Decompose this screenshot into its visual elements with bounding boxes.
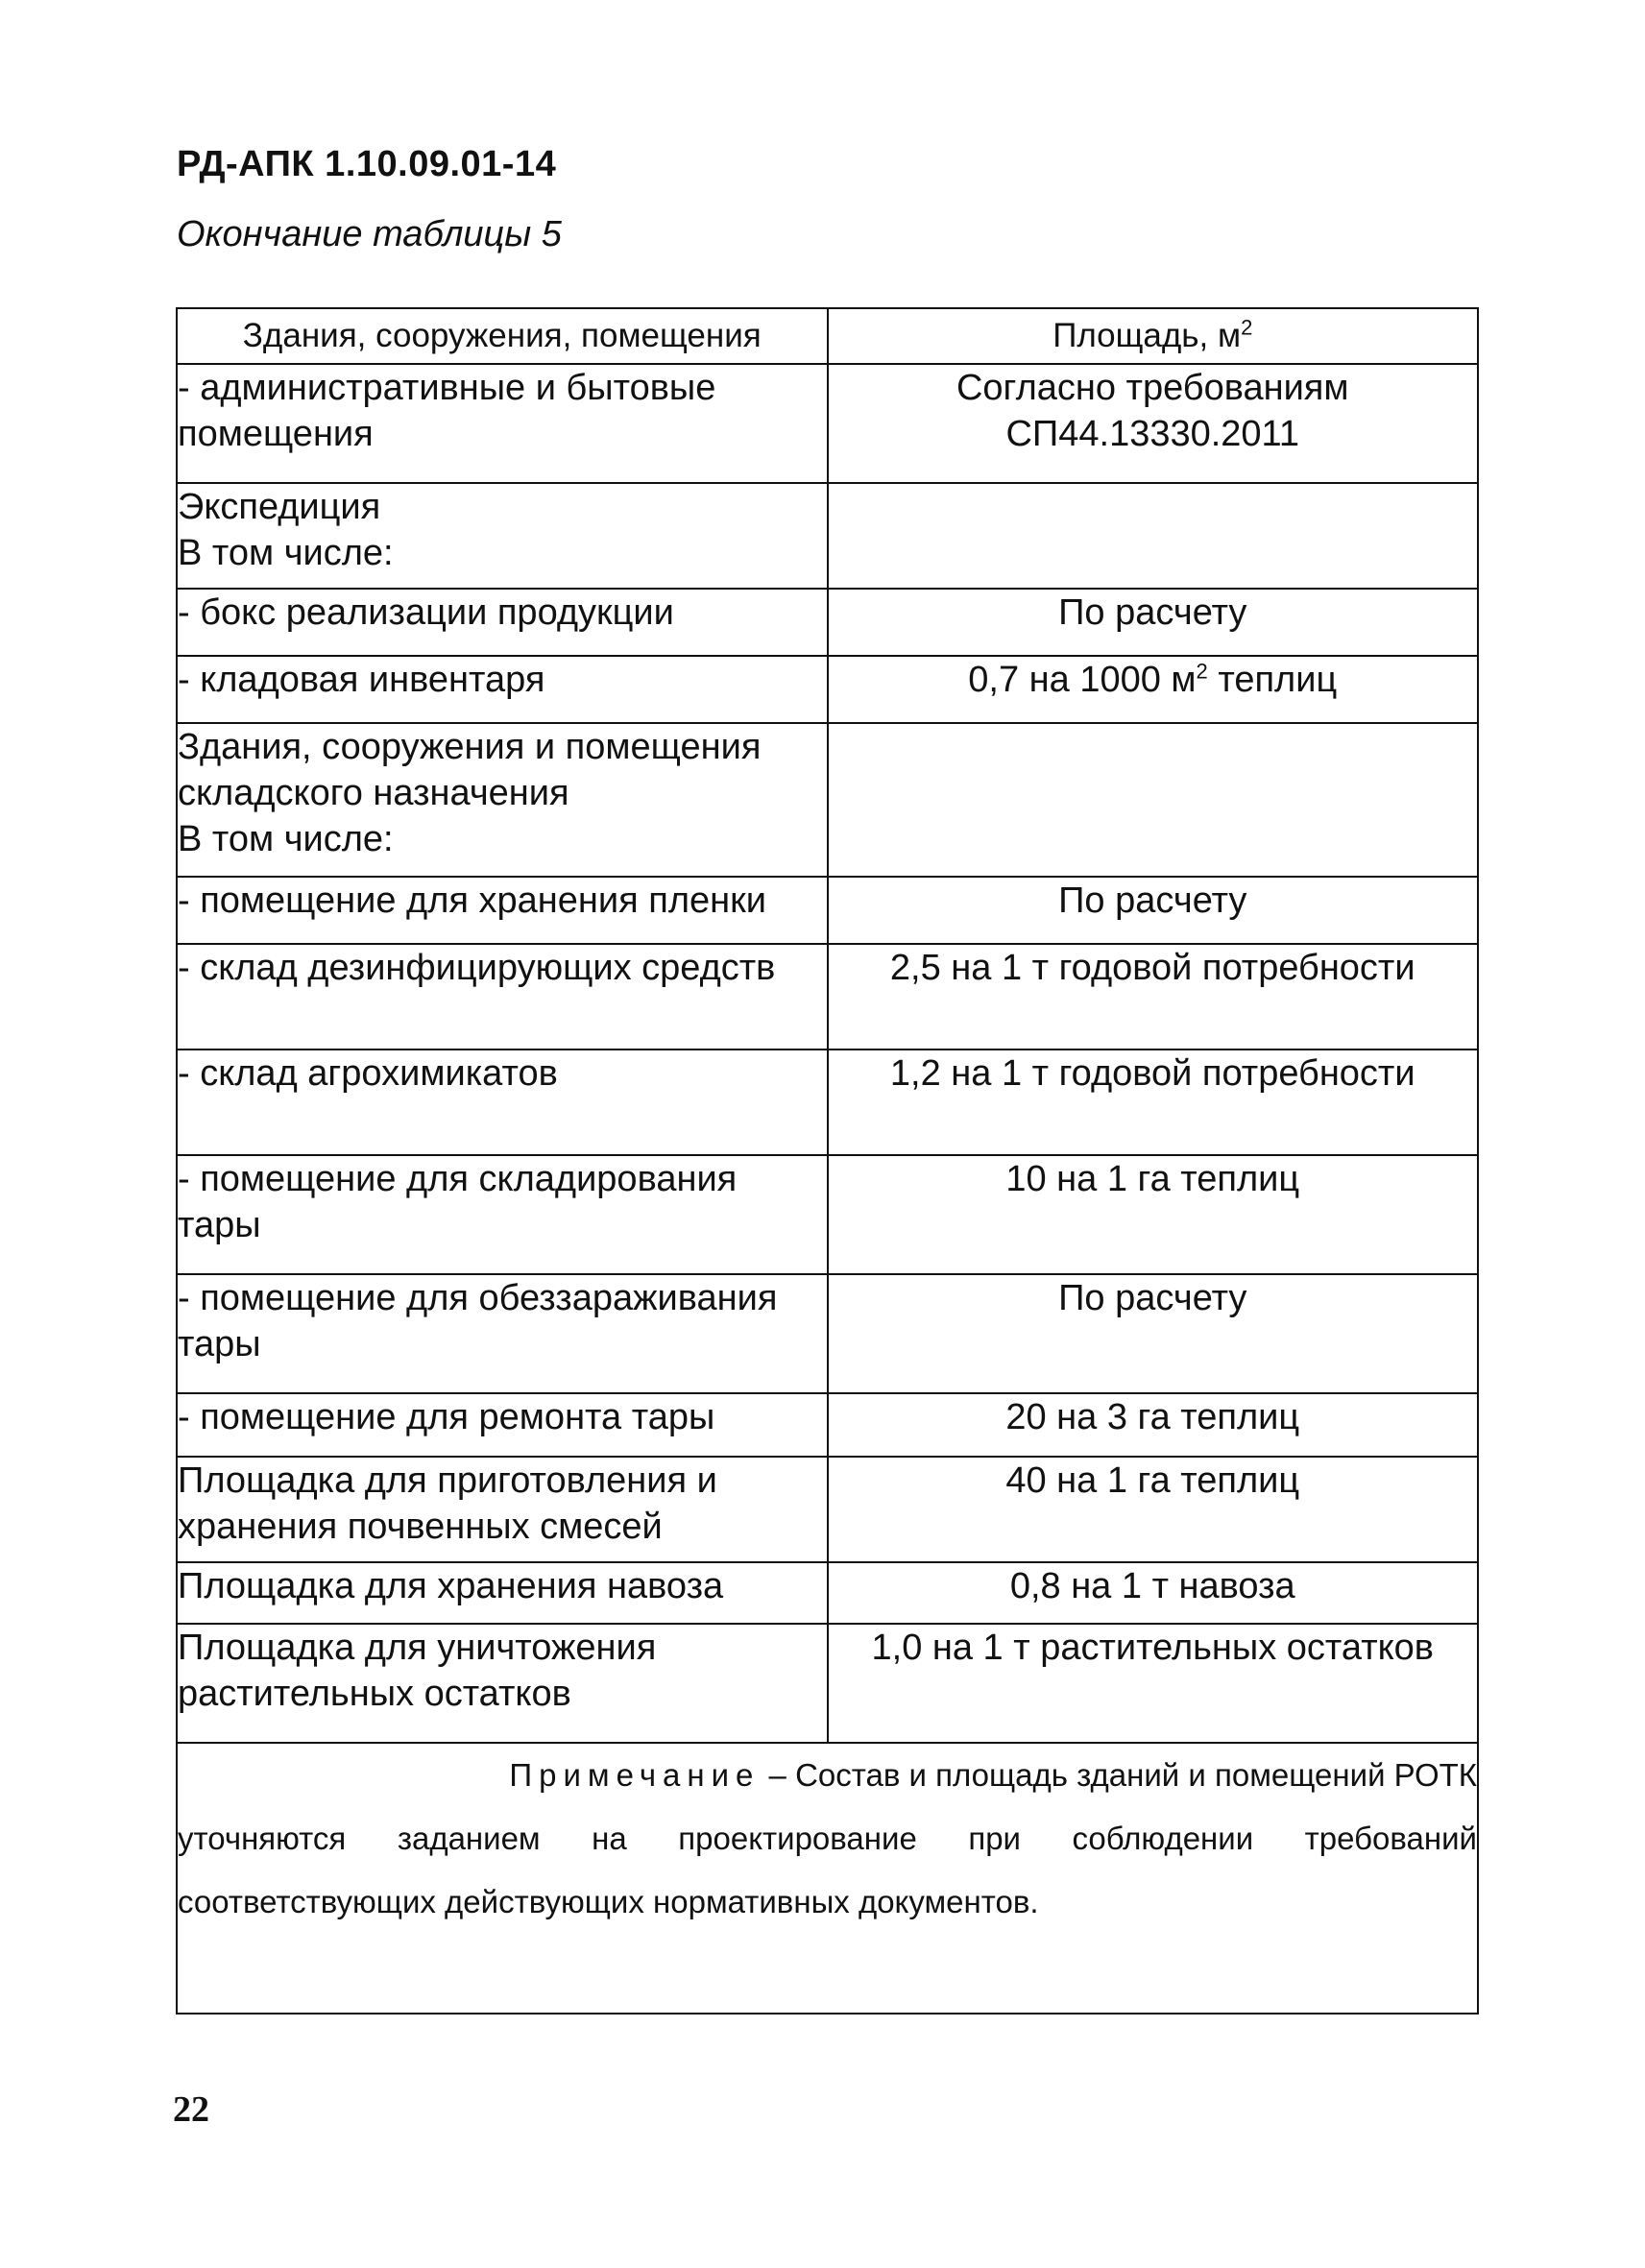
row-name: - помещение для ремонта тары bbox=[177, 1393, 828, 1457]
row-value: 40 на 1 га теплиц bbox=[828, 1457, 1479, 1562]
table-row bbox=[177, 1155, 1478, 1274]
note-line-3: соответствующих действующих нормативных документов. bbox=[178, 1884, 1039, 1919]
row-value-empty bbox=[828, 483, 1479, 589]
table-row bbox=[177, 656, 1478, 723]
note-label: Примечание bbox=[509, 1757, 761, 1793]
table-row bbox=[177, 1624, 1478, 1743]
row-name: - бокс реализации продукции bbox=[177, 589, 828, 656]
header-area bbox=[828, 308, 1479, 364]
row-name: - административные и бытовые помещения bbox=[177, 364, 828, 483]
note-line-2: уточняются заданием на проектирование при соблюдении требований bbox=[178, 1821, 1477, 1856]
row-name: - склад агрохимикатов bbox=[177, 1050, 828, 1155]
row-value: По расчету bbox=[828, 877, 1479, 944]
row-name: Площадка для уничтожения растительных остатков bbox=[177, 1624, 828, 1743]
header-buildings: Здания, сооружения, помещения bbox=[177, 308, 828, 364]
note-row bbox=[177, 1743, 1478, 2014]
group-title: Экспедиция bbox=[178, 487, 381, 527]
row-value: 20 на 3 га теплиц bbox=[828, 1393, 1479, 1457]
table-row bbox=[177, 944, 1478, 1050]
row-value: 1,0 на 1 т растительных остатков bbox=[828, 1624, 1479, 1743]
row-name: - помещение для обеззараживания тары bbox=[177, 1274, 828, 1393]
note-line-1 bbox=[178, 1744, 1477, 1807]
header-area-sup: 2 bbox=[1241, 315, 1253, 340]
table-row bbox=[177, 723, 1478, 877]
group-subtitle: В том числе: bbox=[178, 533, 394, 573]
table-row bbox=[177, 1050, 1478, 1155]
row-value: Согласно требованиям СП44.13330.2011 bbox=[828, 364, 1479, 483]
row-value-sup: 2 bbox=[1196, 659, 1208, 684]
table-note bbox=[177, 1743, 1478, 2014]
row-value: По расчету bbox=[828, 1274, 1479, 1393]
requirements-table bbox=[176, 307, 1479, 2015]
row-name: - помещение для складирования тары bbox=[177, 1155, 828, 1274]
table-row bbox=[177, 364, 1478, 483]
group-subtitle: В том числе: bbox=[178, 819, 394, 859]
row-name: - помещение для хранения пленки bbox=[177, 877, 828, 944]
row-value-text: 0,7 на 1000 м bbox=[968, 660, 1197, 700]
row-name: Площадка для хранения навоза bbox=[177, 1562, 828, 1624]
row-value-suffix: теплиц bbox=[1207, 660, 1338, 700]
table-row bbox=[177, 1457, 1478, 1562]
row-name: - кладовая инвентаря bbox=[177, 656, 828, 723]
group-title-line1: Здания, сооружения и помещения bbox=[178, 727, 762, 767]
header-area-label: Площадь, м bbox=[1052, 317, 1242, 354]
group-cell bbox=[177, 723, 828, 877]
row-value: 10 на 1 га теплиц bbox=[828, 1155, 1479, 1274]
row-name: Площадка для приготовления и хранения почвенных смесей bbox=[177, 1457, 828, 1562]
table-continuation-caption: Окончание таблицы 5 bbox=[177, 214, 562, 254]
table-row bbox=[177, 1393, 1478, 1457]
row-value: По расчету bbox=[828, 589, 1479, 656]
row-value: 1,2 на 1 т годовой потребности bbox=[828, 1050, 1479, 1155]
row-name: - склад дезинфицирующих средств bbox=[177, 944, 828, 1050]
row-value: 0,8 на 1 т навоза bbox=[828, 1562, 1479, 1624]
row-value: 2,5 на 1 т годовой потребности bbox=[828, 944, 1479, 1050]
group-cell bbox=[177, 483, 828, 589]
table-row bbox=[177, 1274, 1478, 1393]
document-code: РД-АПК 1.10.09.01-14 bbox=[177, 144, 557, 184]
group-title-line2: складского назначения bbox=[178, 773, 569, 813]
row-value-empty bbox=[828, 723, 1479, 877]
row-value bbox=[828, 656, 1479, 723]
table-row bbox=[177, 877, 1478, 944]
table-row bbox=[177, 483, 1478, 589]
page-number: 22 bbox=[173, 2089, 209, 2130]
table-header-row bbox=[177, 308, 1478, 364]
table-row bbox=[177, 589, 1478, 656]
note-text-1: – Состав и площадь зданий и помещений РОТК bbox=[760, 1757, 1477, 1793]
table-row bbox=[177, 1562, 1478, 1624]
